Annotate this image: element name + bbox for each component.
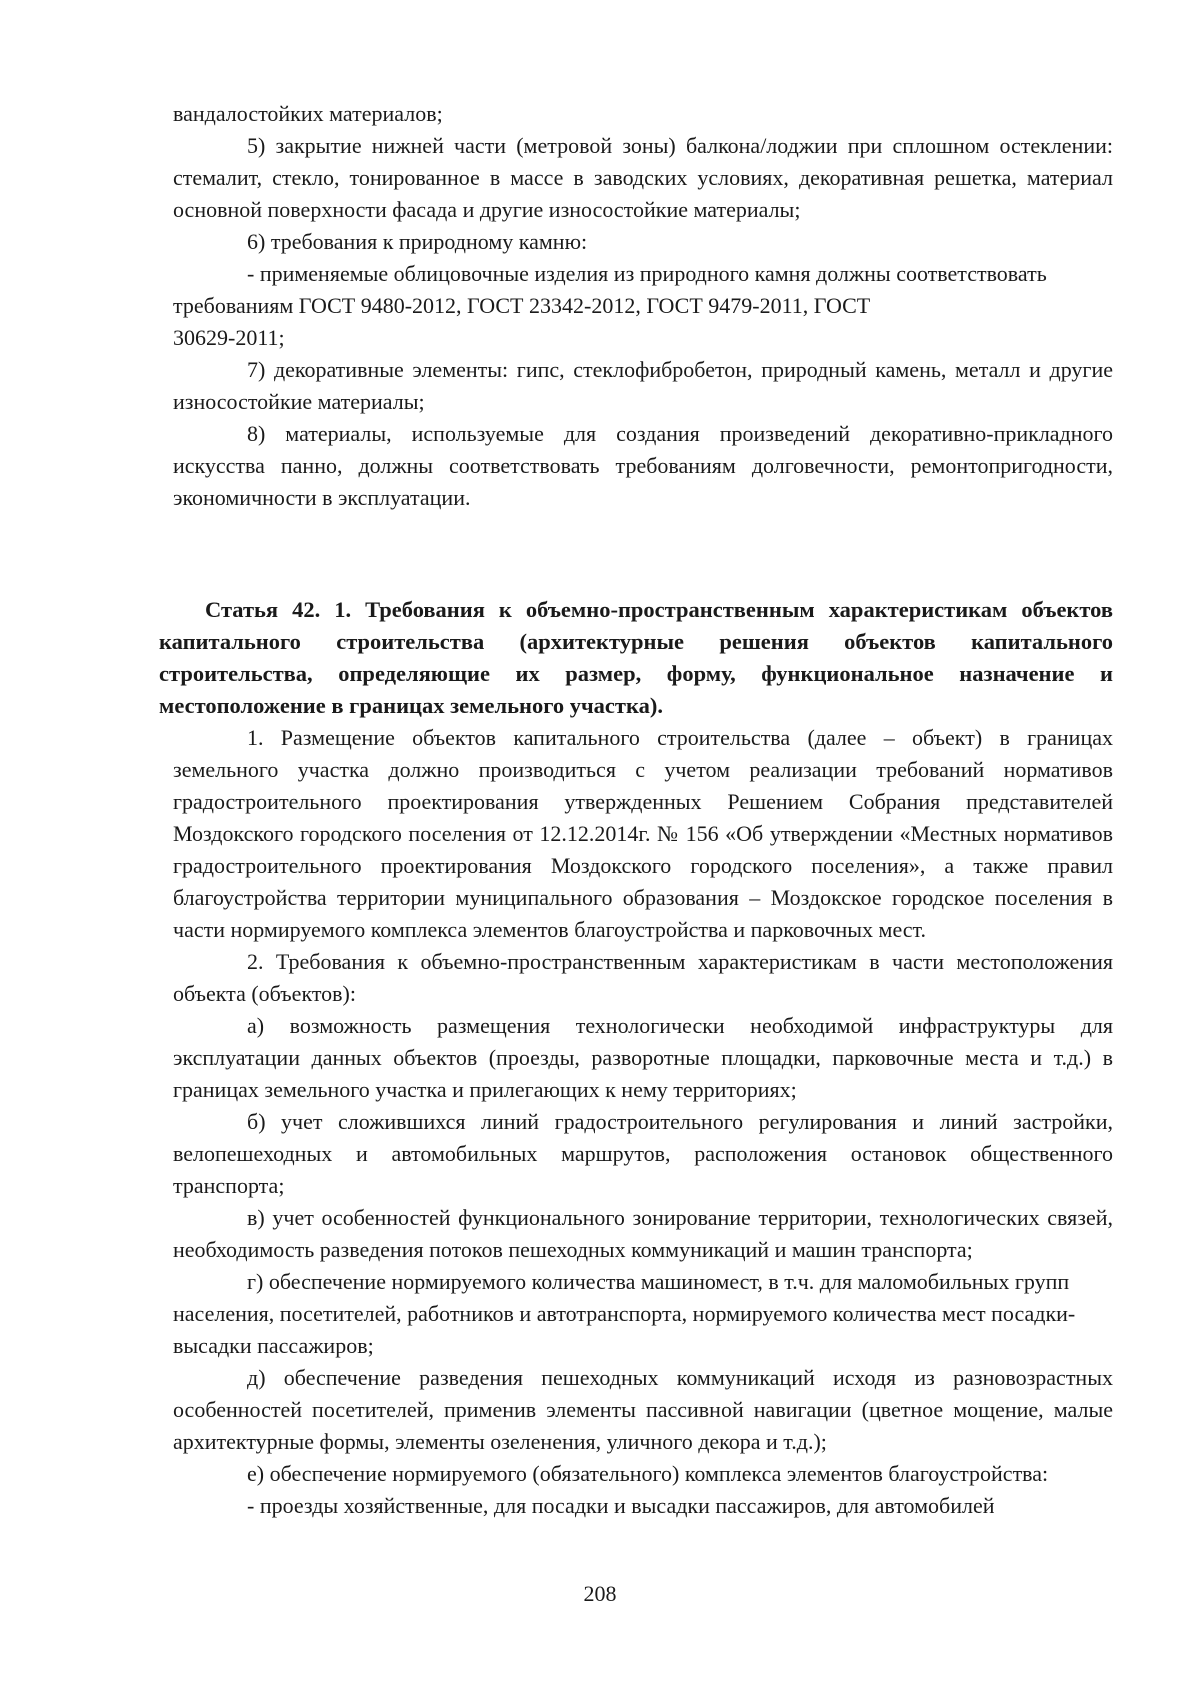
paragraph-stone-requirements: - применяемые облицовочные изделия из природного камня должны соответствовать требованиям ГОСТ 9480-2012, ГОСТ 23342-2012, ГОСТ 9479-2011, ГОСТ xyxy=(173,261,1047,318)
page-number: 208 xyxy=(583,1581,617,1606)
paragraph-item-7: 7) декоративные элементы: гипс, стеклофибробетон, природный камень, металл и другие износостойкие материалы; xyxy=(173,357,1113,414)
paragraph-item-6: 6) требования к природному камню: xyxy=(247,229,588,254)
paragraph-driveways: - проезды хозяйственные, для посадки и высадки пассажиров, для автомобилей xyxy=(247,1493,995,1518)
paragraph-item-e: е) обеспечение нормируемого (обязательного) комплекса элементов благоустройства: xyxy=(247,1461,1049,1486)
paragraph-clause-2: 2. Требования к объемно-пространственным характеристикам в части местоположения объекта (объектов): xyxy=(173,949,1113,1006)
paragraph-continuation: вандалостойких материалов; xyxy=(173,101,443,126)
paragraph-item-g: г) обеспечение нормируемого количества машиномест, в т.ч. для маломобильных групп населения, посетителей, работников и автотранспорта, нормируемого количества мест посадки-высадки пассажиров; xyxy=(173,1269,1076,1358)
paragraph-item-8: 8) материалы, используемые для создания произведений декоративно-прикладного искусства панно, должны соответствовать требованиям долговечности, ремонтопригодности, экономичности в эксплуатации. xyxy=(173,421,1113,510)
paragraph-item-a: а) возможность размещения технологически необходимой инфраструктуры для эксплуатации данных объектов (проезды, разворотные площадки, парковочные места и т.д.) в границах земельного участка и прилегающих к нему территориях; xyxy=(173,1013,1113,1102)
paragraph-item-5: 5) закрытие нижней части (метровой зоны) балкона/лоджии при сплошном остеклении: стемалит, стекло, тонированное в массе в заводских условиях, декоративная решетка, материал основной поверхности фасада и другие износостойкие материалы; xyxy=(173,133,1113,222)
document-body xyxy=(159,98,1113,1522)
paragraph-gost-continuation: 30629-2011; xyxy=(173,325,285,350)
paragraph-item-d: д) обеспечение разведения пешеходных коммуникаций исходя из разновозрастных особенностей посетителей, применив элементы пассивной навигации (цветное мощение, малые архитектурные формы, элементы озеленения, уличного декора и т.д.); xyxy=(173,1365,1113,1454)
article-heading: Статья 42. 1. Требования к объемно-пространственным характеристикам объектов капитального строительства (архитектурные решения объектов капитального строительства, определяющие их размер, форму, функциональное назначение и местоположение в границах земельного участка). xyxy=(159,597,1113,718)
paragraph-item-v: в) учет особенностей функционального зонирование территории, технологических связей, необходимость разведения потоков пешеходных коммуникаций и машин транспорта; xyxy=(173,1205,1113,1262)
paragraph-clause-1: 1. Размещение объектов капитального строительства (далее – объект) в границах земельного участка должно производиться с учетом реализации требований нормативов градостроительного проектирования утвержденных Решением Собрания представителей Моздокского городского поселения от 12.12.2014г. № 156 «Об утверждении «Местных нормативов градостроительного проектирования Моздокского городского поселения», а также правил благоустройства территории муниципального образования – Моздокское городское поселения в части нормируемого комплекса элементов благоустройства и парковочных мест. xyxy=(173,725,1113,942)
paragraph-item-b: б) учет сложившихся линий градостроительного регулирования и линий застройки, велопешеходных и автомобильных маршрутов, расположения остановок общественного транспорта; xyxy=(173,1109,1113,1198)
